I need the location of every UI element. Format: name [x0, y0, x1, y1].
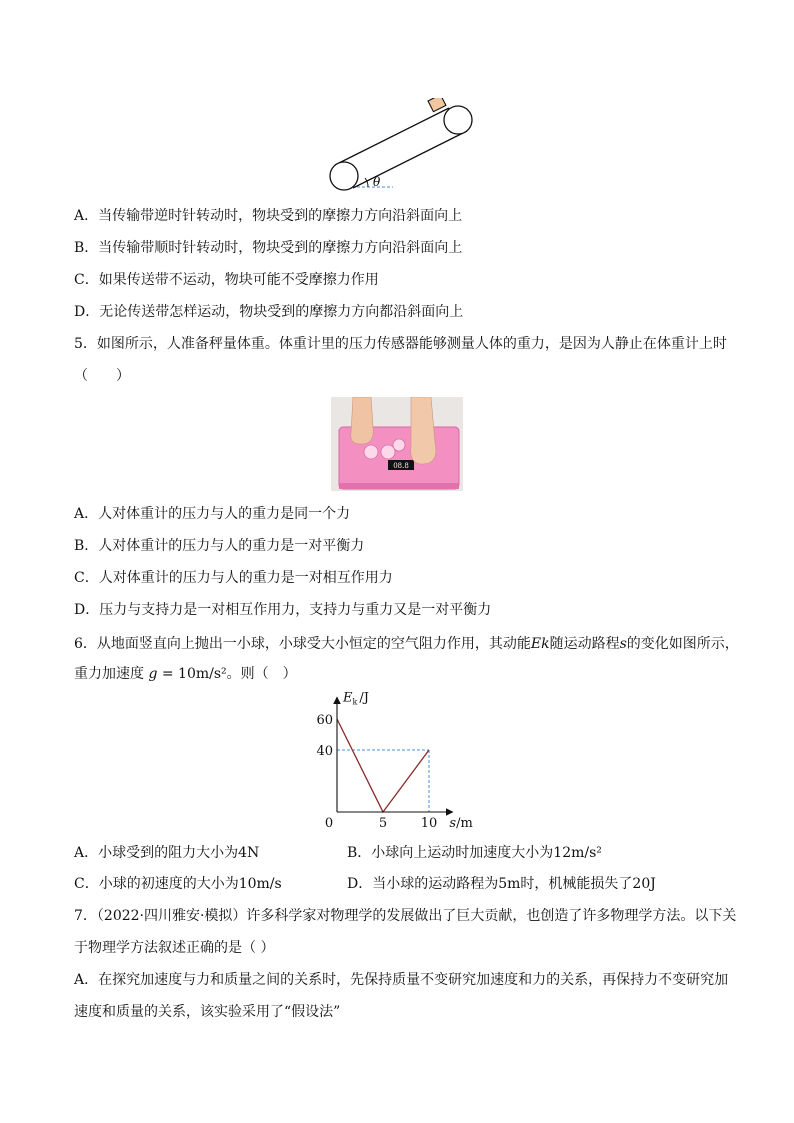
block-on-belt	[428, 98, 446, 112]
q5-option-d: D．压力与支持力是一对相互作用力，支持力与重力又是一对平衡力	[74, 602, 492, 618]
q4-option-b: B．当传输带顺时针转动时，物块受到的摩擦力方向沿斜面向上	[74, 240, 463, 256]
q6-option-d: D．当小球的运动路程为5m时，机械能损失了20J	[347, 876, 656, 892]
q6-option-c: C．小球的初速度的大小为10m/s	[74, 876, 282, 892]
q7-stem-line2: 于物理学方法叙述正确的是（ ）	[74, 940, 275, 956]
q5-blank: （ ）	[74, 368, 130, 384]
svg-text:08.8: 08.8	[393, 462, 409, 470]
q5-stem: 5．如图所示，人准备秤量体重。体重计里的压力传感器能够测量人体的重力，是因为人静止在体重计上时	[74, 336, 727, 352]
conveyor-belt-figure	[318, 98, 478, 194]
angle-label: θ	[373, 175, 381, 189]
q4-option-d: D．无论传送带怎样运动，物块受到的摩擦力方向都沿斜面向上	[74, 304, 464, 320]
series-line-0	[337, 719, 429, 812]
q6-option-a: A．小球受到的阻力大小为4N	[74, 845, 260, 861]
q5-option-b: B．人对体重计的压力与人的重力是一对平衡力	[74, 538, 365, 554]
q6-option-b: B．小球向上运动时加速度大小为12m/s²	[347, 845, 602, 861]
x-tick-label: 10	[420, 816, 438, 831]
q7-option-a-line2: 速度和质量的关系，该实验采用了“假设法”	[74, 1004, 341, 1020]
q4-option-a: A．当传输带逆时针转动时，物块受到的摩擦力方向沿斜面向上	[74, 208, 463, 224]
q4-option-c: C．如果传送带不运动，物块可能不受摩擦力作用	[74, 272, 379, 288]
origin-label: 0	[324, 816, 334, 831]
q6-stem-line1: 6．从地面竖直向上抛出一小球，小球受大小恒定的空气阻力作用，其动能Ek随运动路程s的变化如图所示，	[74, 636, 739, 652]
ek-symbol: Ek	[530, 636, 550, 652]
q6-stem-line2: 重力加速度 g = 10m/s²。则（ ）	[74, 666, 297, 682]
y-tick-label: 40	[316, 744, 333, 759]
q7-stem-line1: 7．（2022·四川雅安·模拟）许多科学家对物理学的发展做出了巨大贡献，也创造了许多物理学方法。以下关	[74, 908, 737, 924]
x-axis-label: s/m	[449, 816, 473, 831]
q7-option-a-line1: A．在探究加速度与力和质量之间的关系时，先保持质量不变研究加速度和力的关系，再保持力不变研究加	[74, 972, 729, 988]
bathroom-scale-photo	[331, 397, 463, 491]
q5-option-c: C．人对体重计的压力与人的重力是一对相互作用力	[74, 570, 393, 586]
q5-option-a: A．人对体重计的压力与人的重力是同一个力	[74, 506, 351, 522]
ek-vs-s-chart	[300, 690, 490, 835]
y-axis-label: $E_k$ /J	[343, 690, 369, 707]
x-tick-label: 5	[378, 816, 388, 831]
y-tick-label: 60	[316, 713, 333, 728]
